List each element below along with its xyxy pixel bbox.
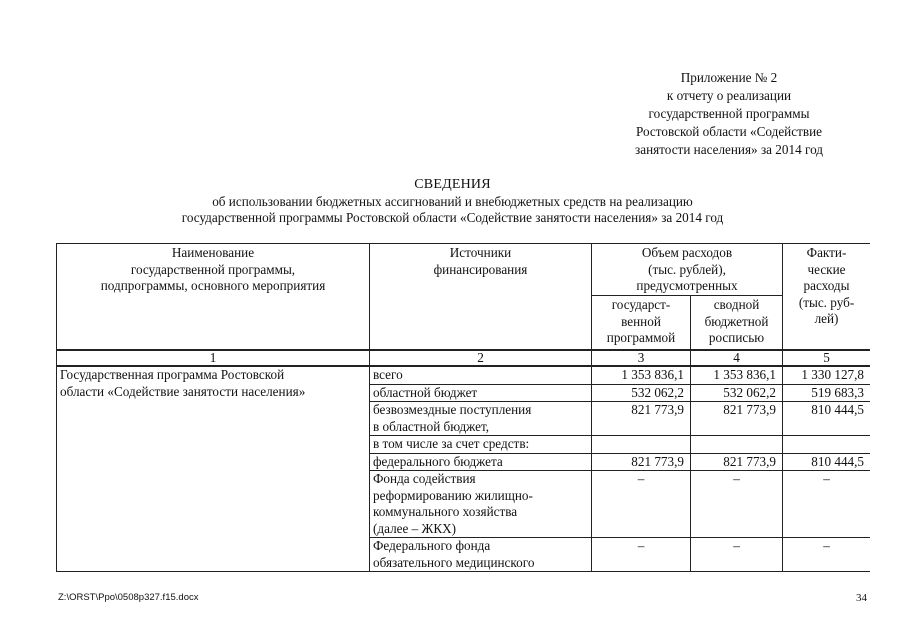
- value-state: –: [592, 538, 691, 572]
- source-cell: в том числе за счет средств:: [370, 436, 592, 454]
- source-cell: Фонда содействия реформированию жилищно- коммунального хозяйства (далее – ЖКХ): [370, 471, 592, 538]
- col-number: 2: [370, 350, 592, 366]
- appendix-line: к отчету о реализации: [666, 88, 792, 103]
- program-name-cell: Государственная программа Ростовской области «Содействие занятости населения»: [57, 366, 370, 572]
- value-state: 821 773,9: [592, 453, 691, 471]
- table-row: [57, 366, 871, 384]
- value-summary: 821 773,9: [691, 402, 783, 436]
- header-source: Источники финансирования: [370, 244, 592, 351]
- col-number: 3: [592, 350, 691, 366]
- source-cell: безвозмездные поступления в областной бюджет,: [370, 402, 592, 436]
- appendix-block: [599, 69, 859, 159]
- appendix-line: государственной программы: [648, 106, 810, 121]
- value-actual: [783, 436, 870, 454]
- value-summary: 821 773,9: [691, 453, 783, 471]
- document-subtitle-line-1: об использовании бюджетных ассигнований и внебюджетных средств на реализацию: [212, 194, 693, 209]
- value-summary: 1 353 836,1: [691, 366, 783, 384]
- header-state-program: государст- венной программой: [592, 296, 691, 351]
- page-number: 34: [856, 592, 867, 604]
- value-actual: 810 444,5: [783, 402, 870, 436]
- source-cell: федерального бюджета: [370, 453, 592, 471]
- document-heading: СВЕДЕНИЯ: [414, 177, 491, 192]
- expenses-table: [56, 243, 870, 580]
- source-cell: Федерального фонда обязательного медицинского: [370, 538, 592, 572]
- value-state: 1 353 836,1: [592, 366, 691, 384]
- appendix-line: занятости населения» за 2014 год: [635, 142, 823, 157]
- col-number: 4: [691, 350, 783, 366]
- value-state: 532 062,2: [592, 384, 691, 402]
- value-actual: 1 330 127,8: [783, 366, 870, 384]
- value-state: [592, 436, 691, 454]
- header-name: Наименование государственной программы, подпрограммы, основного мероприятия: [57, 244, 370, 351]
- col-number: 1: [57, 350, 370, 366]
- file-path: Z:\ORST\Ppo\0508p327.f15.docx: [58, 592, 199, 603]
- appendix-line: Ростовской области «Содействие: [635, 124, 822, 139]
- col-number: 5: [783, 350, 870, 366]
- value-actual: 810 444,5: [783, 453, 870, 471]
- appendix-line: Приложение № 2: [680, 70, 778, 85]
- source-cell: всего: [370, 366, 592, 384]
- value-summary: –: [691, 538, 783, 572]
- document-subtitle-line-2: государственной программы Ростовской области «Содействие занятости населения» за 2014 год: [181, 210, 724, 225]
- value-summary: –: [691, 471, 783, 538]
- column-numbers-row: [57, 350, 871, 366]
- value-state: –: [592, 471, 691, 538]
- value-summary: [691, 436, 783, 454]
- value-summary: 532 062,2: [691, 384, 783, 402]
- header-summary-budget: сводной бюджетной росписью: [691, 296, 783, 351]
- header-actual: Факти- ческие расходы (тыс. руб- лей): [783, 244, 870, 351]
- value-actual: –: [783, 471, 870, 538]
- value-actual: –: [783, 538, 870, 572]
- value-actual: 519 683,3: [783, 384, 870, 402]
- value-state: 821 773,9: [592, 402, 691, 436]
- source-cell: областной бюджет: [370, 384, 592, 402]
- header-volume: Объем расходов (тыс. рублей), предусмотренных: [592, 244, 783, 296]
